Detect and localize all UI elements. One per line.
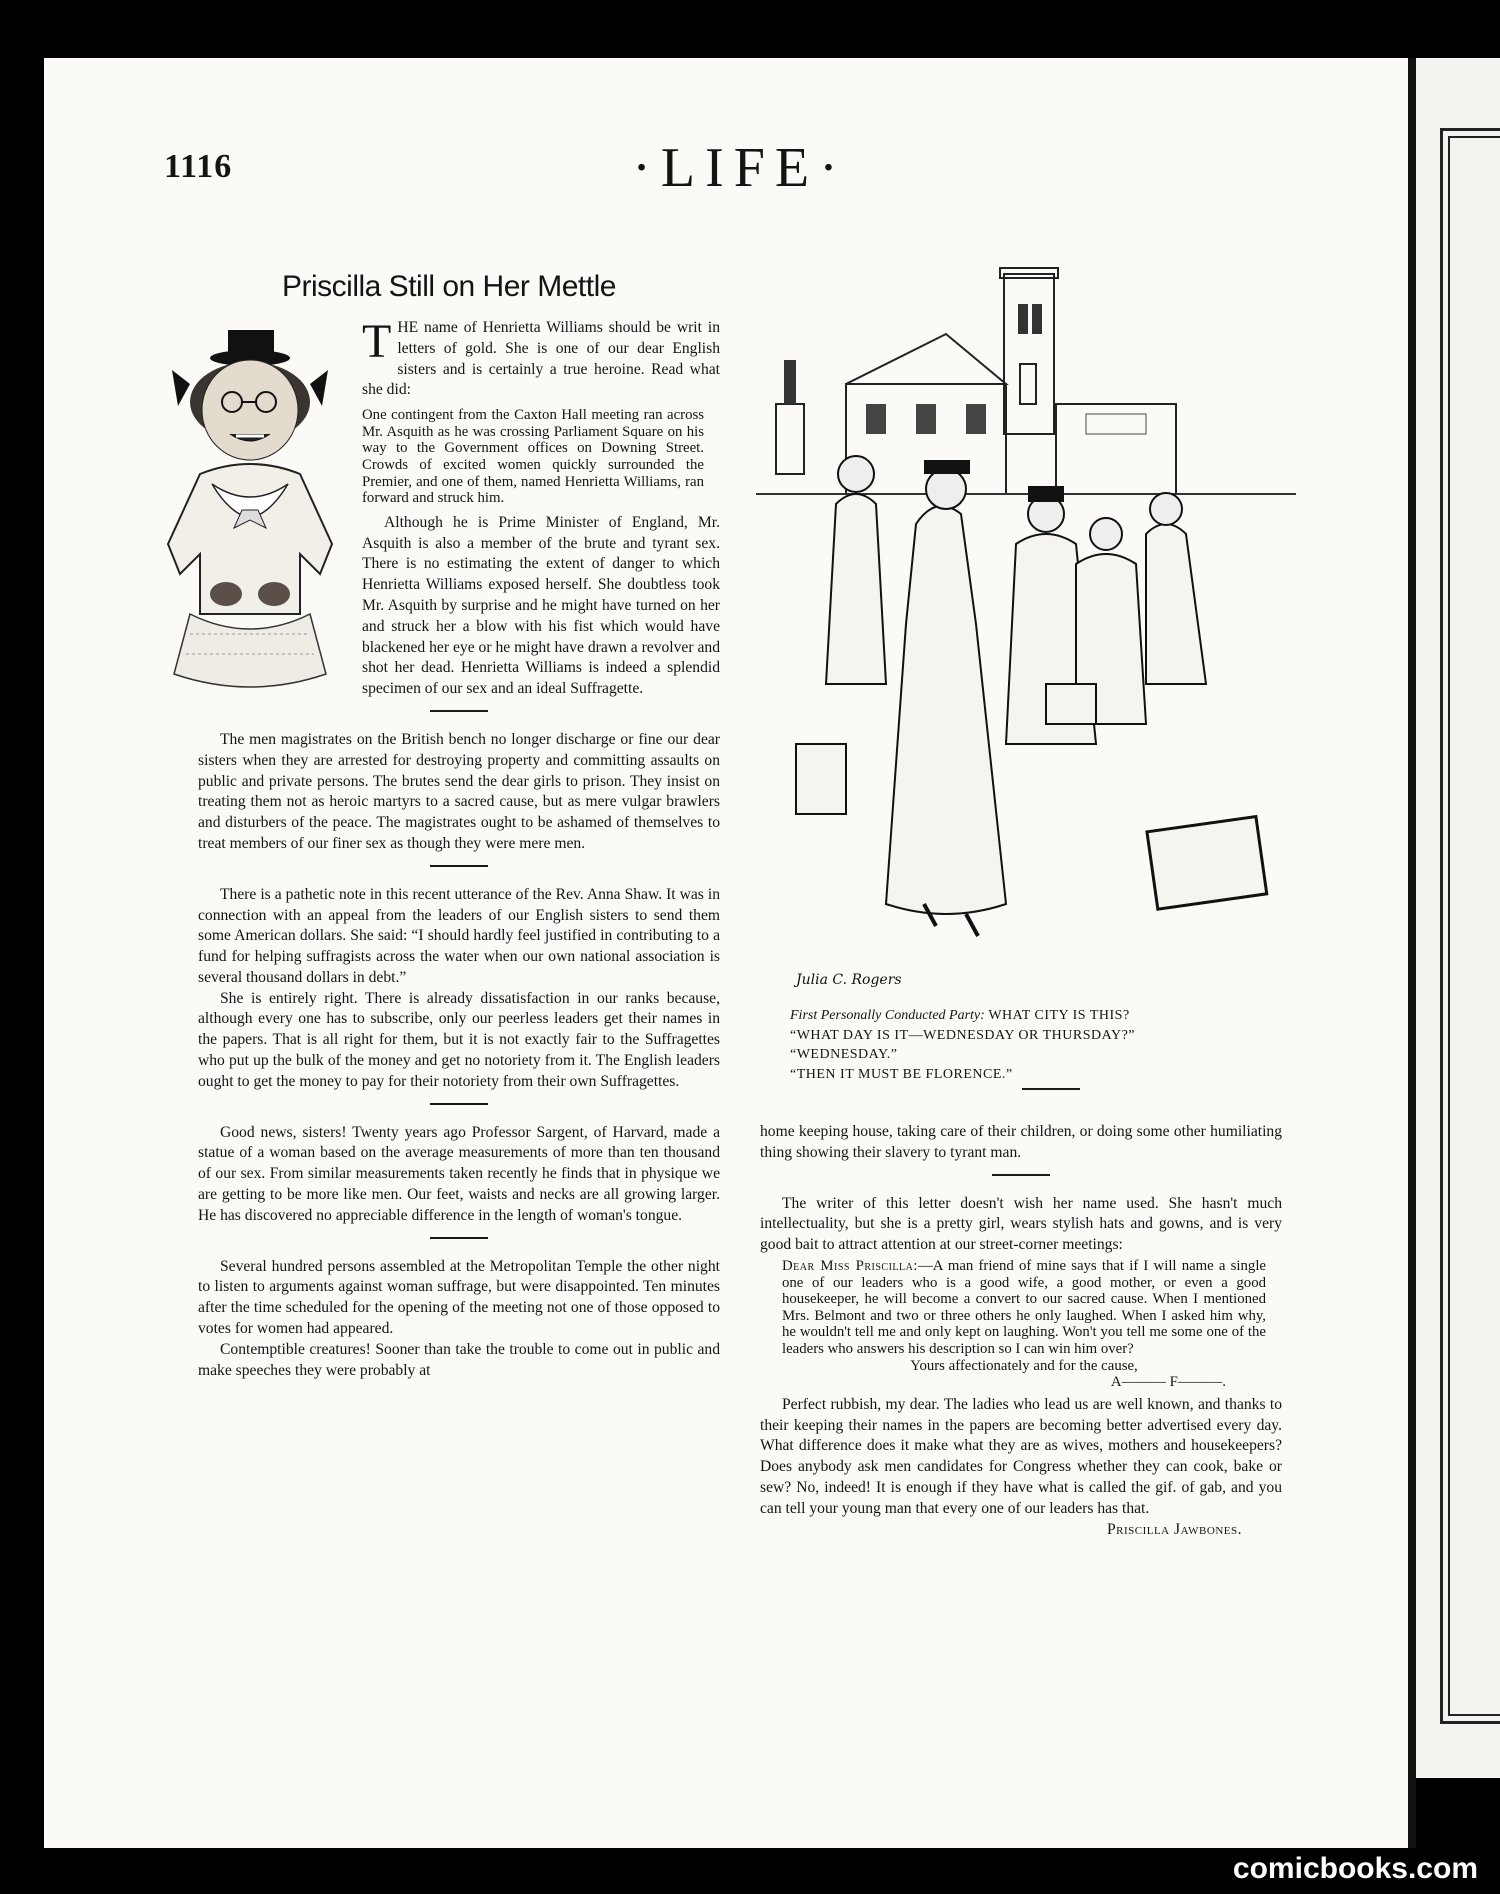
column-right [760, 1122, 1282, 1540]
caption-line-2: “WHAT DAY IS IT—WEDNESDAY OR THURSDAY?” [790, 1027, 1135, 1043]
paragraph-asquith: Although he is Prime Minister of England, Mr. Asquith is also a member of the brute and tyrant sex. There is no estimating the extent of danger to which Henrietta Williams exposed herself. She doubtless took Mr. Asquith by surprise and he might have turned on her and struck her a blow with his fist which would have blackened her eye or he might have drawn a revolver and shot her dead. Henrietta Williams is indeed a splendid specimen of our sex and an ideal Suffragette. [362, 513, 720, 698]
cartoon-illustration [756, 264, 1306, 1004]
caption-line-4: “THEN IT MUST BE FLORENCE.” [790, 1066, 1013, 1082]
paragraph-anna-shaw: There is a pathetic note in this recent utterance of the Rev. Anna Shaw. It was in connection with an appeal from the leaders of our English sisters to send them some American dollars. She said: “I should hardly feel justified in contributing to a fund for helping suffragists across the water when our own national association is several thousand dollars in debt.” [198, 885, 720, 986]
intro-paragraph: HE name of Henrietta Williams should be writ in letters of gold. She is one of our dear English sisters and is certainly a true heroine. Read what she did: [362, 319, 720, 399]
letter-initials: A——— F———. [1110, 1374, 1226, 1391]
caption-line-1: WHAT CITY IS THIS? [988, 1008, 1130, 1023]
masthead: ·LIFE· [632, 137, 848, 199]
quoted-news-item: One contingent from the Caxton Hall meeting ran across Mr. Asquith as he was crossing Parliament Square on his way to the Government offices on Downing Street. Crowds of excited women quickly surrounded the Premier, and one of them, named Henrietta Williams, ran forward and struck him. [362, 407, 704, 507]
paragraph-contemptible: Contemptible creatures! Sooner than take the trouble to come out in public and make speeches they were probably at [198, 1340, 720, 1379]
letter-body: —A man friend of mine says that if I will name a single one of our leaders who is a good wife, a good mother, or even a good housekeeper, he will become a convert to our sacred cause. When I mentioned Mrs. Belmont and two or three others he only laughed. When I asked him why, he wouldn't tell me and only kept on laughing. Won't you tell me some one of the leaders who answers his description so I can win him over? [782, 1257, 1266, 1357]
page-number: 1116 [164, 148, 233, 185]
priscilla-portrait [150, 314, 350, 710]
cartoon-caption [790, 1006, 1280, 1090]
paragraph-perfect-rubbish: Perfect rubbish, my dear. The ladies who lead us are well known, and thanks to their keeping their names in the papers are becoming better advertised every day. What difference does it make what they are as wives, mothers and housekeepers? Does anybody ask men candidates for Congress whether they can cook, bake or sew? No, indeed! It is enough if they have what is called the gif. of gab, and you can tell your young man that every one of our leaders has that. [760, 1395, 1282, 1517]
page-gutter [1408, 58, 1416, 1848]
caption-line-3: “WEDNESDAY.” [790, 1047, 898, 1063]
letter [782, 1258, 1266, 1391]
section-divider [430, 1237, 488, 1239]
facing-page-border [1440, 128, 1500, 1724]
column-left [198, 315, 720, 1381]
paragraph-magistrates: The men magistrates on the British bench no longer discharge or fine our dear sisters when they are arrested for destroying property and committing assaults on public and private persons. The brutes send the dear girls to prison. They insist on treating them not as heroic martyrs to a sacred cause, but as mere vulgar brawlers and disturbers of the peace. The magistrates ought to be ashamed of themselves to treat members of our finer sex as though they were mere men. [198, 730, 720, 852]
watermark: comicbooks.com [1232, 1852, 1478, 1885]
paragraph-continuation: home keeping house, taking care of their children, or doing some other humiliating thing showing their slavery to tyrant man. [760, 1123, 1282, 1161]
artist-signature: Julia C. Rogers [796, 972, 902, 988]
section-divider [430, 710, 488, 712]
facing-page-edge [1416, 58, 1500, 1778]
paragraph-metropolitan-temple: Several hundred persons assembled at the Metropolitan Temple the other night to listen to arguments against woman suffrage, but were disappointed. Ten minutes after the time scheduled for the opening of the meeting not one of those opposed to votes for women had appeared. [198, 1257, 720, 1338]
drop-cap: T [362, 315, 392, 368]
letter-closing: Yours affectionately and for the cause, [910, 1357, 1138, 1374]
paragraph-letter-writer: The writer of this letter doesn't wish her name used. She hasn't much intellectuality, but she is a pretty girl, wears stylish hats and gowns, and is very good bait to attract attention at our street-corner meetings: [760, 1194, 1282, 1254]
paragraph-sargent: Good news, sisters! Twenty years ago Professor Sargent, of Harvard, made a statue of a woman based on the average measurements of more than ten thousand of our sex. From similar measurements taken recently he finds that in physique we are getting to be more like men. Our feet, waists and necks are all growing larger. He has discovered no appreciable difference in the length of woman's tongue. [198, 1123, 720, 1224]
caption-title: First Personally Conducted Party: [790, 1008, 985, 1023]
signature: Priscilla Jawbones. [1106, 1520, 1242, 1538]
article-title: Priscilla Still on Her Mettle [282, 270, 616, 303]
caption-divider [1022, 1088, 1080, 1090]
letter-salutation: Dear Miss Priscilla: [782, 1257, 918, 1274]
section-divider [430, 1103, 488, 1105]
paragraph-entirely-right: She is entirely right. There is already dissatisfaction in our ranks because, although every one has to subscribe, only our peerless leaders get their names in the papers. That is all right for them, but it is not exactly fair to the Suffragettes who put up the bulk of the money and get no notoriety from it. The English leaders ought to get the money to pay for their notoriety from their own Suffragettes. [198, 989, 720, 1090]
section-divider [992, 1174, 1050, 1176]
section-divider [430, 865, 488, 867]
